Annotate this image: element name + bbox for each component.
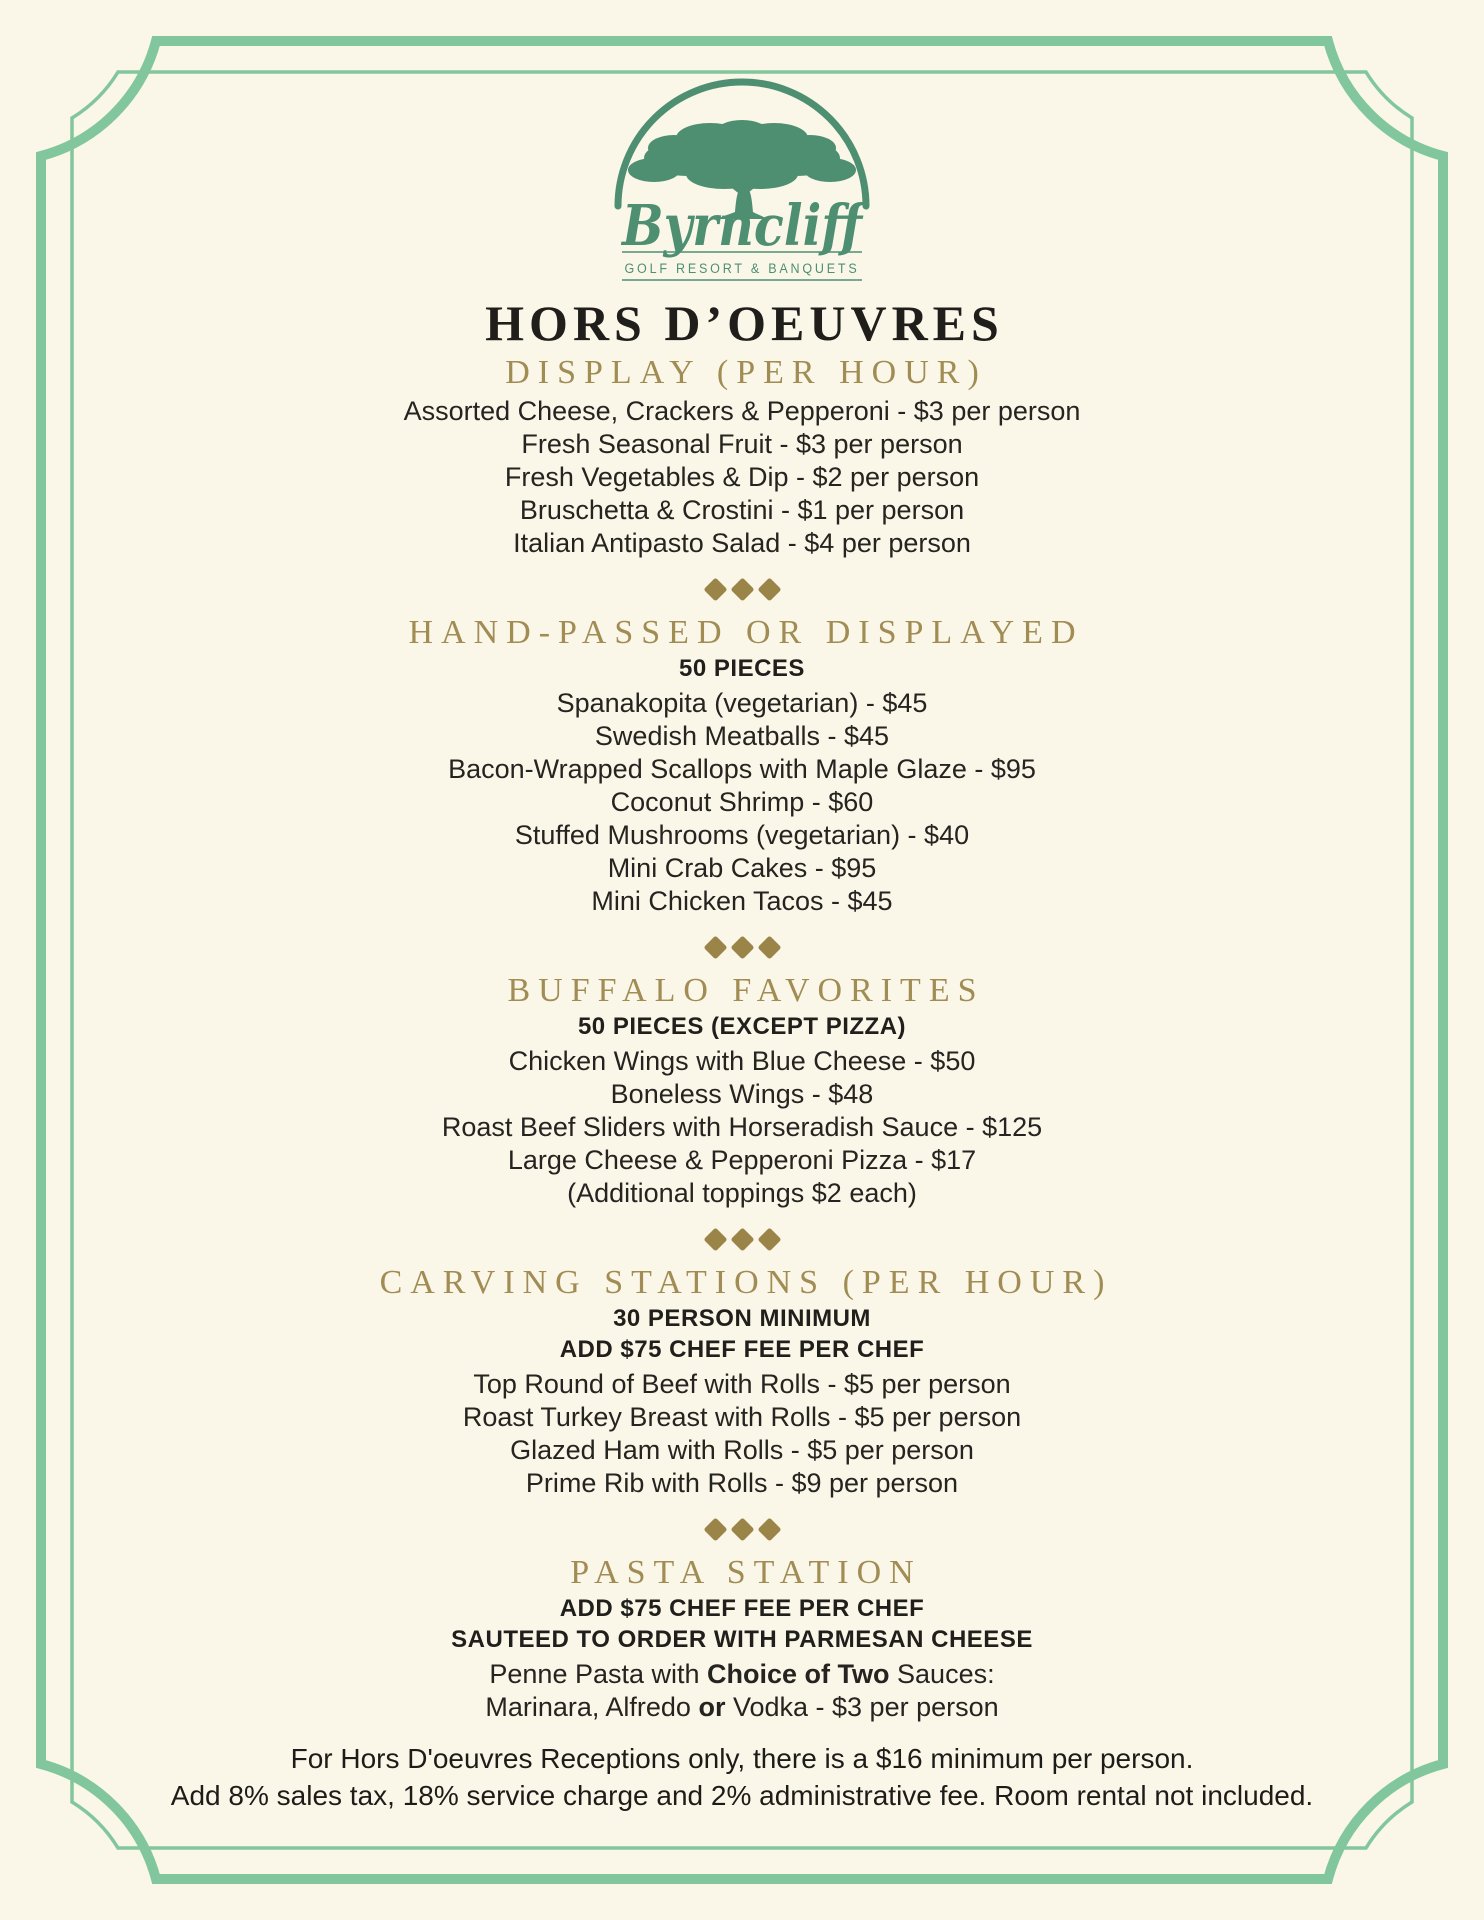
section-subheading: 30 PERSON MINIMUM bbox=[613, 1305, 871, 1332]
menu-item-text: Sauces: bbox=[889, 1659, 995, 1689]
menu-item-text-bold: or bbox=[698, 1692, 726, 1722]
menu-item: Italian Antipasto Salad - $4 per person bbox=[513, 528, 971, 558]
menu-item-text: Vodka - $3 per person bbox=[725, 1692, 999, 1722]
menu-item: Coconut Shrimp - $60 bbox=[610, 787, 874, 817]
menu-item-text-bold: Choice of Two bbox=[707, 1659, 890, 1689]
diamond-icon bbox=[703, 1228, 727, 1252]
menu-item: Top Round of Beef with Rolls - $5 per person bbox=[473, 1369, 1011, 1399]
diamond-icon bbox=[730, 1518, 754, 1542]
menu-item-list bbox=[0, 1045, 1484, 1210]
menu-item bbox=[0, 1658, 1484, 1691]
diamond-icon bbox=[757, 578, 781, 602]
diamond-divider bbox=[0, 577, 1484, 603]
diamond-icon bbox=[757, 1228, 781, 1252]
menu-item-list bbox=[0, 687, 1484, 918]
diamond-icon bbox=[730, 1228, 754, 1252]
menu-item: Mini Crab Cakes - $95 bbox=[607, 853, 877, 883]
menu-item: Swedish Meatballs - $45 bbox=[594, 721, 890, 751]
menu-item: Fresh Vegetables & Dip - $2 per person bbox=[504, 462, 980, 492]
menu-item-list bbox=[0, 1658, 1484, 1724]
diamond-divider bbox=[0, 1517, 1484, 1543]
menu-item: Boneless Wings - $48 bbox=[610, 1079, 874, 1109]
section-subheading: SAUTEED TO ORDER WITH PARMESAN CHEESE bbox=[451, 1626, 1033, 1653]
menu-item: Bruschetta & Crostini - $1 per person bbox=[519, 495, 965, 525]
menu-item: Prime Rib with Rolls - $9 per person bbox=[525, 1468, 959, 1498]
section-heading: DISPLAY (PER HOUR) bbox=[505, 354, 987, 391]
diamond-divider bbox=[0, 935, 1484, 961]
section-subheading: ADD $75 CHEF FEE PER CHEF bbox=[559, 1336, 925, 1363]
section-subheading: ADD $75 CHEF FEE PER CHEF bbox=[559, 1595, 925, 1622]
section-subheading: 50 PIECES bbox=[679, 655, 805, 682]
diamond-icon bbox=[703, 936, 727, 960]
page-title: HORS D’OEUVRES bbox=[485, 295, 1004, 351]
diamond-divider bbox=[0, 1227, 1484, 1253]
menu-item bbox=[0, 1691, 1484, 1724]
footer-line-1: For Hors D'oeuvres Receptions only, there is a $16 minimum per person. bbox=[290, 1743, 1194, 1774]
menu-item: Assorted Cheese, Crackers & Pepperoni - $3 per person bbox=[403, 396, 1081, 426]
menu-item: Roast Beef Sliders with Horseradish Sauce - $125 bbox=[441, 1112, 1043, 1142]
menu-item: Fresh Seasonal Fruit - $3 per person bbox=[521, 429, 963, 459]
menu-item: Bacon-Wrapped Scallops with Maple Glaze - $95 bbox=[448, 754, 1036, 784]
menu-item: Glazed Ham with Rolls - $5 per person bbox=[510, 1435, 974, 1465]
section-heading: HAND-PASSED OR DISPLAYED bbox=[408, 614, 1084, 651]
menu-item-list bbox=[0, 395, 1484, 560]
menu-item: Stuffed Mushrooms (vegetarian) - $40 bbox=[514, 820, 970, 850]
logo-wordmark: Byrncliff bbox=[620, 193, 870, 259]
logo-graphic bbox=[592, 54, 892, 290]
menu-item: Mini Chicken Tacos - $45 bbox=[591, 886, 893, 916]
section-heading: CARVING STATIONS (PER HOUR) bbox=[379, 1264, 1113, 1301]
section-heading: PASTA STATION bbox=[570, 1554, 922, 1591]
menu-item: Roast Turkey Breast with Rolls - $5 per person bbox=[462, 1402, 1022, 1432]
menu-item: Chicken Wings with Blue Cheese - $50 bbox=[508, 1046, 976, 1076]
diamond-icon bbox=[730, 936, 754, 960]
diamond-icon bbox=[730, 578, 754, 602]
menu-item-text: Penne Pasta with bbox=[489, 1659, 708, 1689]
logo-tagline: GOLF RESORT & BANQUETS bbox=[624, 261, 860, 276]
footer-note bbox=[0, 1740, 1484, 1814]
diamond-icon bbox=[757, 1518, 781, 1542]
section-subheading: 50 PIECES (EXCEPT PIZZA) bbox=[577, 1013, 907, 1040]
menu-item-list bbox=[0, 1368, 1484, 1500]
logo bbox=[592, 54, 892, 290]
footer-line-2: Add 8% sales tax, 18% service charge and 2% administrative fee. Room rental not included. bbox=[170, 1780, 1314, 1811]
menu-sections bbox=[0, 354, 1484, 1724]
diamond-icon bbox=[757, 936, 781, 960]
diamond-icon bbox=[703, 1518, 727, 1542]
diamond-icon bbox=[703, 578, 727, 602]
section-heading: BUFFALO FAVORITES bbox=[507, 972, 985, 1009]
menu-item: (Additional toppings $2 each) bbox=[567, 1178, 917, 1208]
menu-item: Large Cheese & Pepperoni Pizza - $17 bbox=[507, 1145, 977, 1175]
menu-item-text: Marinara, Alfredo bbox=[485, 1692, 699, 1722]
menu-item: Spanakopita (vegetarian) - $45 bbox=[556, 688, 928, 718]
